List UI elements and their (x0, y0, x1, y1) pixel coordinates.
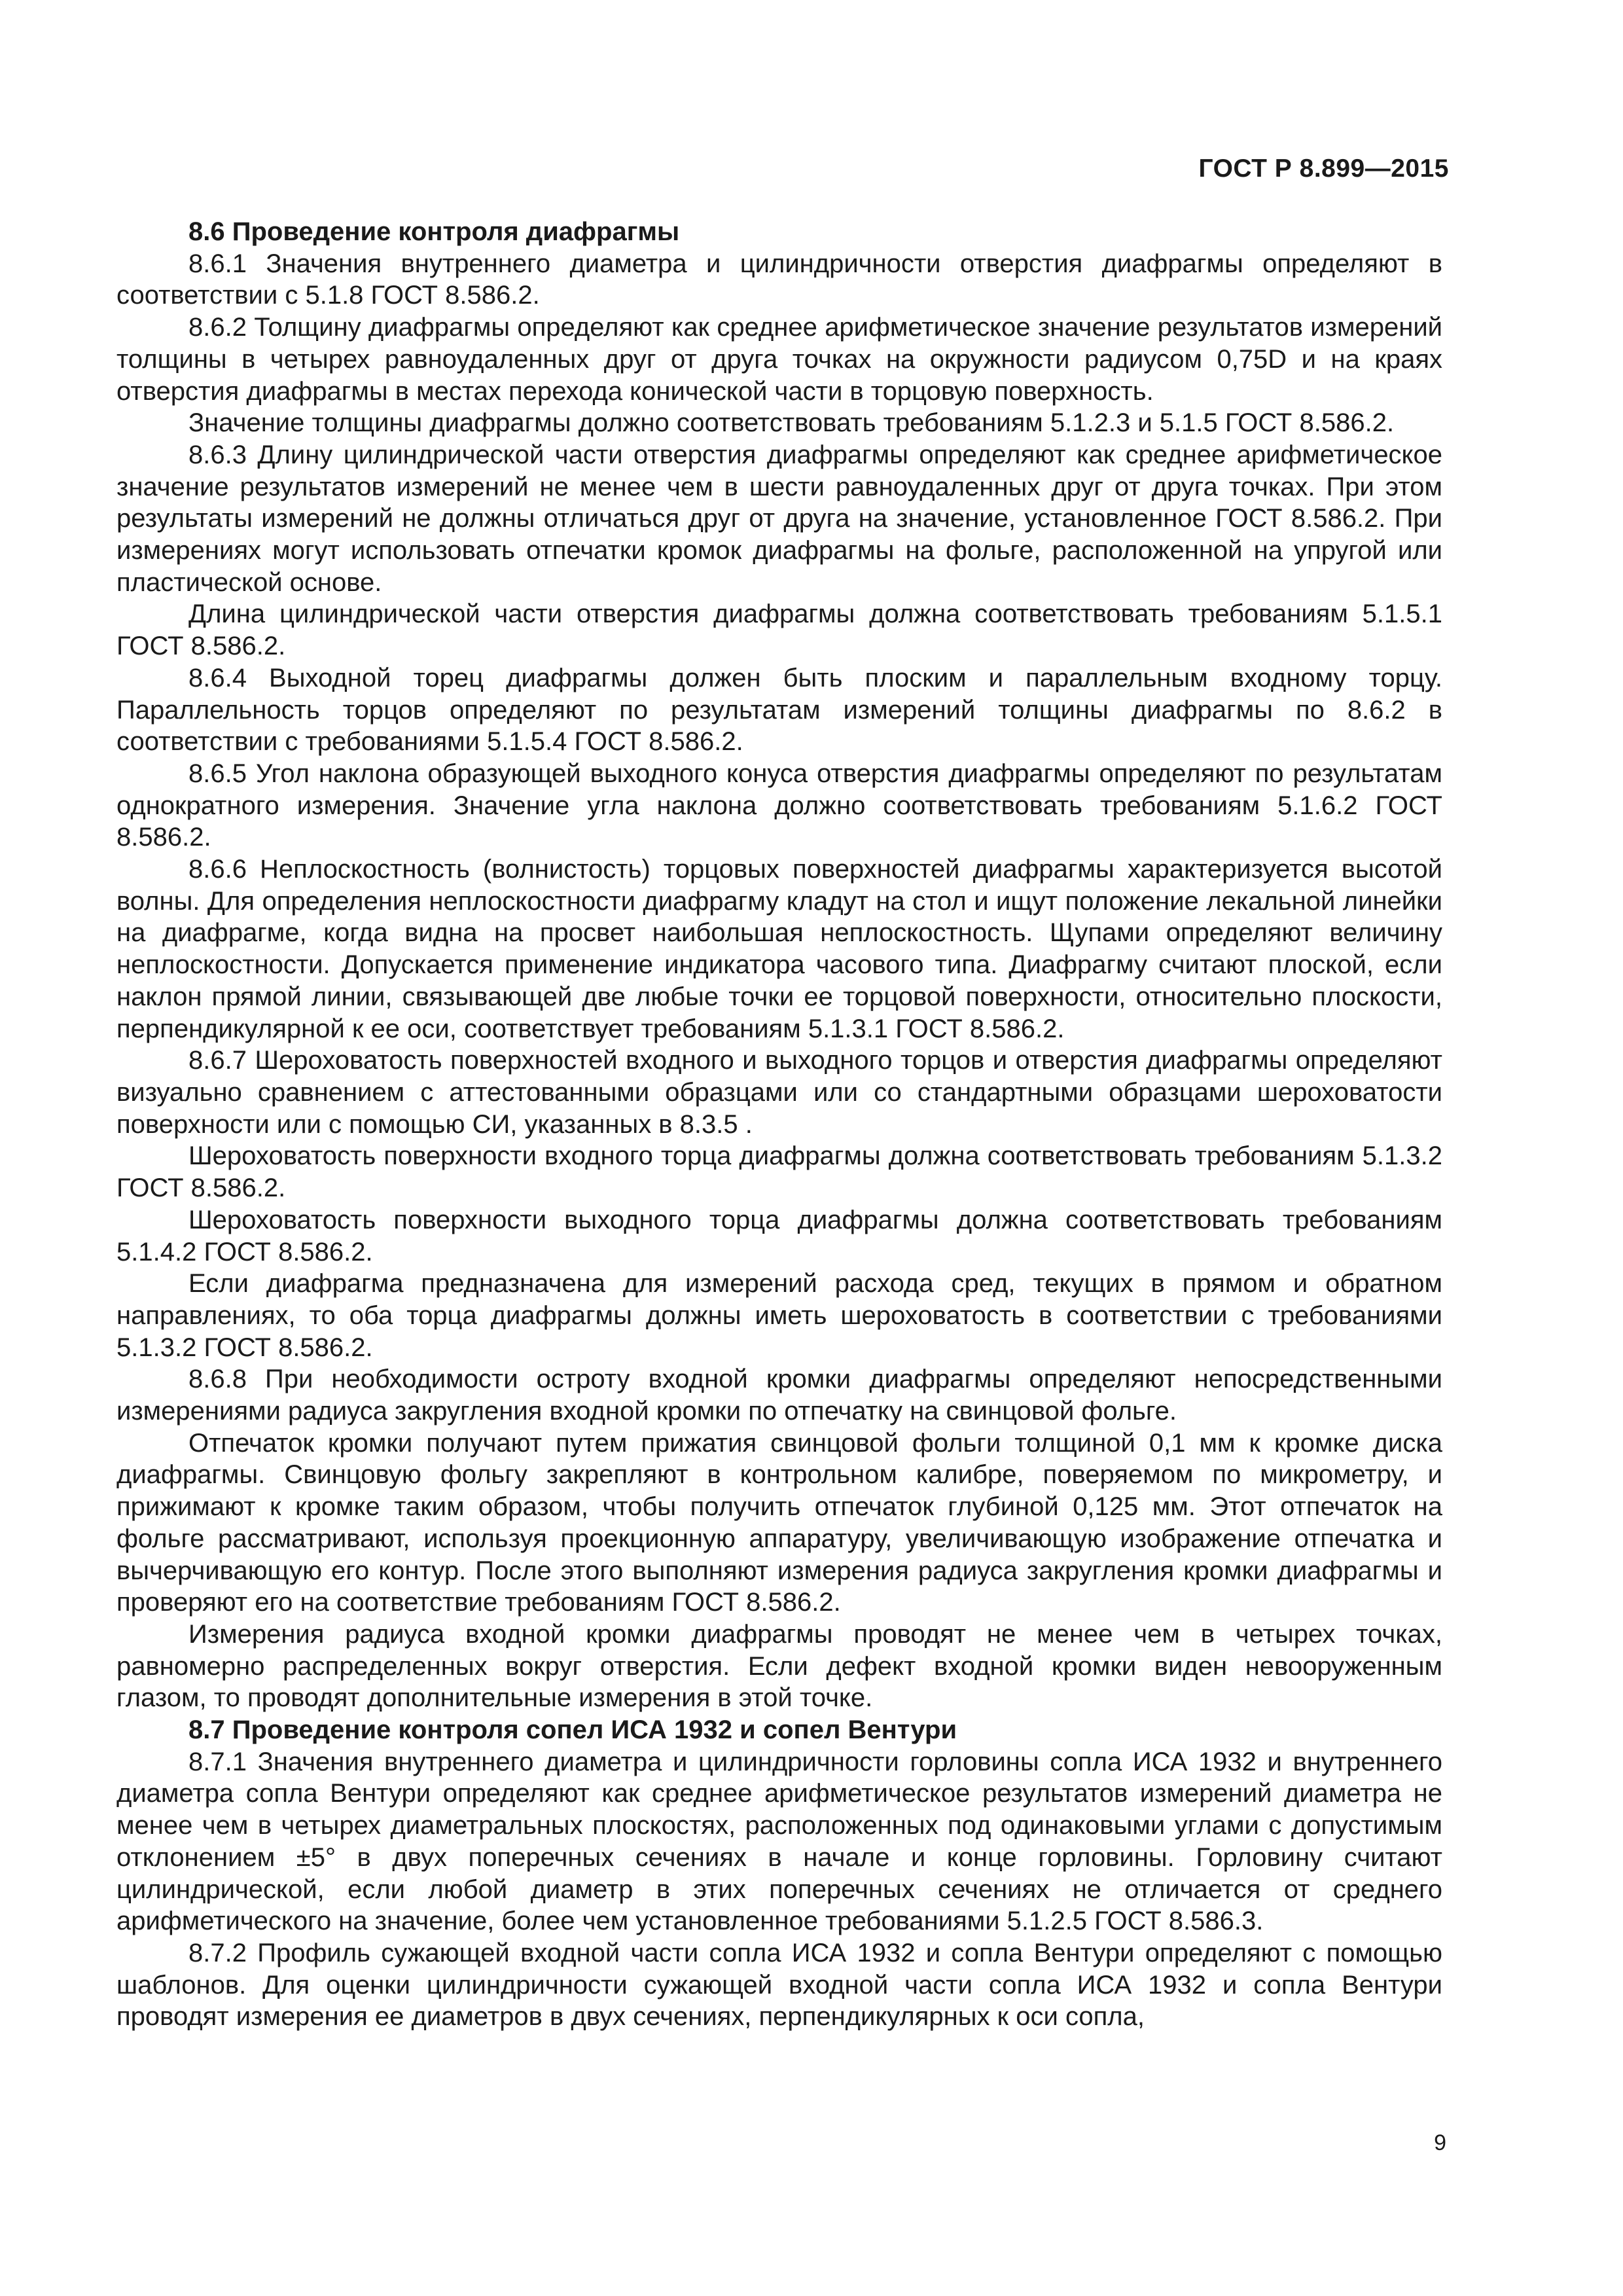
paragraph: 8.6.8 При необходимости остроту входной кромки диафрагмы определяют непосредственными измерениями радиуса закругления входной кромки по отпечатку на свинцовой фольге. (116, 1365, 1442, 1426)
paragraph: Шероховатость поверхности выходного торца диафрагмы должна соответствовать требованиям 5.1.4.2 ГОСТ 8.586.2. (116, 1205, 1442, 1266)
paragraph: 8.6.6 Неплоскостность (волнистость) торцовых поверхностей диафрагмы характеризуется высотой волны. Для определения неплоскостности диафрагму кладут на стол и ищут положение лекальной линейки на диафрагме, когда видна на просвет наибольшая неплоскостность. Щупами определяют величину неплоскостности. Допускается применение индикатора часового типа. Диафрагму считают плоской, если наклон прямой линии, связывающей две любые точки ее торцовой поверхности, относительно плоскости, перпендикулярной к ее оси, соответствует требованиям 5.1.3.1 ГОСТ 8.586.2. (116, 855, 1442, 1043)
paragraph: 8.7.1 Значения внутреннего диаметра и цилиндричности горловины сопла ИСА 1932 и внутреннего диаметра сопла Вентури определяют как среднее арифметическое результатов измерений диаметра не менее чем в четырех диаметральных плоскостях, расположенных под одинаковыми углами с допустимым отклонением ±5° в двух поперечных сечениях в начале и конце горловины. Горловину считают цилиндрической, если любой диаметр в этих поперечных сечениях не отличается от среднего арифметического на значение, более чем установленное требованиями 5.1.2.5 ГОСТ 8.586.3. (116, 1747, 1442, 1936)
document-id-header: ГОСТ Р 8.899—2015 (1198, 154, 1449, 183)
paragraph: 8.6.3 Длину цилиндрической части отверстия диафрагмы определяют как среднее арифметическое значение результатов измерений не менее чем в шести равноудаленных друг от друга точках. При этом результаты измерений не должны отличаться друг от друга на значение, установленное ГОСТ 8.586.2. При измерениях могут использовать отпечатки кромок диафрагмы на фольге, расположенной на упругой или пластической основе. (116, 440, 1442, 597)
paragraph: Значение толщины диафрагмы должно соответствовать требованиям 5.1.2.3 и 5.1.5 ГОСТ 8.586.2. (188, 408, 1395, 438)
paragraph: 8.6.2 Толщину диафрагмы определяют как среднее арифметическое значение результатов измерений толщины в четырех равноудаленных друг от друга точках на окружности радиусом 0,75D и на краях отверстия диафрагмы в местах перехода конической части в торцовую поверхность. (116, 313, 1442, 406)
paragraph: 8.6.7 Шероховатость поверхностей входного и выходного торцов и отверстия диафрагмы определяют визуально сравнением с аттестованными образцами или со стандартными образцами шероховатости поверхности или с помощью СИ, указанных в 8.3.5 . (116, 1046, 1442, 1139)
paragraph: Отпечаток кромки получают путем прижатия свинцовой фольги толщиной 0,1 мм к кромке диска диафрагмы. Свинцовую фольгу закрепляют в контрольном калибре, поверяемом по микрометру, и прижимают к кромке таким образом, чтобы получить отпечаток глубиной 0,125 мм. Этот отпечаток на фольге рассматривают, используя проекционную аппаратуру, увеличивающую изображение отпечатка и вычерчивающую его контур. После этого выполняют измерения радиуса закругления кромки диафрагмы и проверяют его на соответствие требованиям ГОСТ 8.586.2. (116, 1428, 1442, 1617)
page-number: 9 (1434, 2130, 1446, 2155)
paragraph: Длина цилиндрической части отверстия диафрагмы должна соответствовать требованиям 5.1.5.1 ГОСТ 8.586.2. (116, 600, 1442, 661)
paragraph: Шероховатость поверхности входного торца диафрагмы должна соответствовать требованиям 5.1.3.2 ГОСТ 8.586.2. (116, 1141, 1442, 1203)
document-body (116, 216, 1442, 2033)
paragraph: 8.7.2 Профиль сужающей входной части сопла ИСА 1932 и сопла Вентури определяют с помощью шаблонов. Для оценки цилиндричности сужающей входной части сопла ИСА 1932 и сопла Вентури проводят измерения ее диаметров в двух сечениях, перпендикулярных к оси сопла, (116, 1938, 1442, 2032)
section-heading: 8.6 Проведение контроля диафрагмы (188, 217, 680, 246)
paragraph: Если диафрагма предназначена для измерений расхода сред, текущих в прямом и обратном направлениях, то оба торца диафрагмы должны иметь шероховатость в соответствии с требованиями 5.1.3.2 ГОСТ 8.586.2. (116, 1269, 1442, 1362)
section-heading: 8.7 Проведение контроля сопел ИСА 1932 и сопел Вентури (188, 1715, 957, 1745)
paragraph: 8.6.5 Угол наклона образующей выходного конуса отверстия диафрагмы определяют по результатам однократного измерения. Значение угла наклона должно соответствовать требованиям 5.1.6.2 ГОСТ 8.586.2. (116, 759, 1442, 852)
paragraph: 8.6.1 Значения внутреннего диаметра и цилиндричности отверстия диафрагмы определяют в соответствии с 5.1.8 ГОСТ 8.586.2. (116, 249, 1442, 310)
paragraph: 8.6.4 Выходной торец диафрагмы должен быть плоским и параллельным входному торцу. Параллельность торцов определяют по результатам измерений толщины диафрагмы по 8.6.2 в соответствии с требованиями 5.1.5.4 ГОСТ 8.586.2. (116, 663, 1442, 757)
paragraph: Измерения радиуса входной кромки диафрагмы проводят не менее чем в четырех точках, равномерно распределенных вокруг отверстия. Если дефект входной кромки виден невооруженным глазом, то проводят дополнительные измерения в этой точке. (116, 1619, 1442, 1713)
